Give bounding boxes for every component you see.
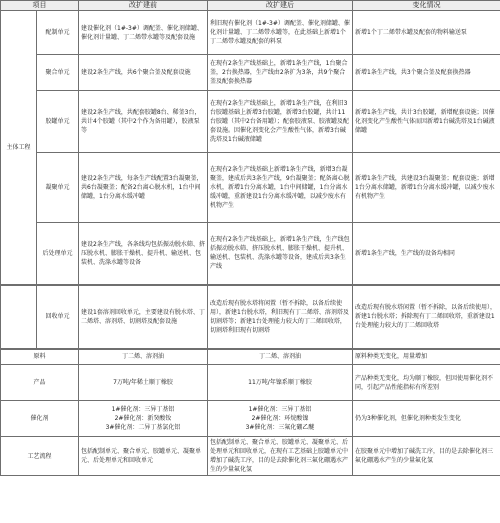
cell-after: 在现有2条生产线基础上，新增1条生产线，生产线包括振动脱水筛、挤压脱水机、膨胀干燥机、提升机、输送机、包装机、洗涤水罐等设备，建成后共3条生产线 — [208, 223, 353, 285]
cell-after: 包括配制单元、聚合单元、胶罐单元、凝聚单元、后处理单元和回收单元，在现有工艺基础上胶罐单元中增加了碱洗工序，目的是去除催化剂三氟化硼遇水产生的少量氟化氢 — [208, 437, 353, 476]
catalyst-after-line: 3#催化剂：三氟化硼乙醚 — [245, 424, 315, 431]
table-row — [1, 55, 500, 91]
table-row — [1, 11, 500, 55]
cell-change: 新增1条生产线，生产线的设备均相同 — [353, 223, 500, 285]
table-row — [1, 153, 500, 223]
catalyst-before-line: 2#催化剂：新癸酸钕 — [114, 415, 172, 422]
cell-change: 产品种类无变化，均为顺丁橡胶，但因使用催化剂不同，引起产品性能指标有所差别 — [353, 365, 500, 401]
row-label: 聚合单元 — [37, 55, 79, 91]
cell-before: 包括配制单元、聚合单元、胶罐单元、凝聚单元、后处理单元和回收单元 — [79, 437, 208, 476]
row-label: 胶罐单元 — [37, 91, 79, 153]
group-label-main: 主体工程 — [1, 11, 37, 285]
table-row — [1, 401, 500, 437]
table-row — [1, 223, 500, 285]
row-label: 回收单元 — [37, 285, 79, 349]
cell-before: 建设2条生产线，每条生产线配置3台凝聚釜，共6台凝聚釜；配备2台离心脱水机，1台中间储罐，1台分离水缓冲罐 — [79, 153, 208, 223]
cell-after: 在现有2条生产线基础上，新增1条生产线，在利旧3台胶罐基础上新增3台胶罐，新增3台胶罐，共计11台胶罐（其中2台备用罐）；配套胶液泵、胶液罐及配套设施。因催化剂变化会产生酸性气体，新增3台碱洗塔及1台碱液储罐 — [208, 91, 353, 153]
cell-before: 建设1套溶剂回收单元，主要建设有脱水塔、丁二烯塔、溶剂塔、切割塔及配套设施 — [79, 285, 208, 349]
row-label: 产品 — [1, 365, 79, 401]
header-after: 改扩建后 — [208, 1, 353, 11]
table-row — [1, 349, 500, 365]
cell-change: 新增1条生产线，共建设3台凝聚釜；配套设施；新增1台分离水储罐，新增1台分离水缓冲罐，以减少废水有机物产生 — [353, 153, 500, 223]
cell-change: 新增1个丁二烯带水罐及配套的物料输送泵 — [353, 11, 500, 55]
cell-after — [208, 401, 353, 437]
cell-change: 新增1条生产线，共3个聚合釜及配套换热器 — [353, 55, 500, 91]
cell-before: 丁二烯、溶剂油 — [79, 349, 208, 365]
row-label: 工艺流程 — [1, 437, 79, 476]
table-row — [1, 365, 500, 401]
table-row — [1, 91, 500, 153]
row-label: 催化剂 — [1, 401, 79, 437]
row-label: 后处理单元 — [37, 223, 79, 285]
row-label: 原料 — [1, 349, 79, 365]
cell-before: 建设催化剂（1#-3#）调配釜、催化剂储罐、催化剂计量罐、丁二烯带水罐等及配套设施 — [79, 11, 208, 55]
catalyst-after-line: 2#催化剂：环烷酸镍 — [251, 415, 309, 422]
row-label: 配制单元 — [37, 11, 79, 55]
cell-after: 利旧现有催化剂（1#-3#）调配釜、催化剂储罐、催化剂计量罐、丁二烯带水罐等，在此基础上新增1个丁二烯带水罐及配套的料泵 — [208, 11, 353, 55]
header-before: 改扩建前 — [79, 1, 208, 11]
header-item: 项目 — [1, 1, 79, 11]
cell-before — [79, 401, 208, 437]
cell-after: 在现有2条生产线基础上，新增1条生产线，1台聚合釜，2台换热器，生产线由2条扩为3条，共9个聚合釜及配套换热器 — [208, 55, 353, 91]
group-label-empty — [1, 285, 37, 349]
catalyst-after-line: 1#催化剂：三异丁基铝 — [248, 406, 312, 413]
cell-after: 在现有2条生产线基础上新增1条生产线，新增3台凝聚釜，建成后共3条生产线，9台凝聚釜；配备离心脱水机，新增1台分离水罐，1台中间储罐，1台分离水缓冲罐，重新建设1台分离水缓冲罐，以减少废水有机物产生 — [208, 153, 353, 223]
cell-before: 建设2条生产线，共6个聚合釜及配套设施 — [79, 55, 208, 91]
cell-after: 11万吨/年镍系顺丁橡胶 — [208, 365, 353, 401]
cell-before: 7万吨/年稀土顺丁橡胶 — [79, 365, 208, 401]
cell-change: 原料种类无变化，用量增加 — [353, 349, 500, 365]
table-header-row — [1, 1, 500, 11]
cell-before: 建设2条生产线，各条线均包括振动脱水筛、挤压脱水机、膨胀干燥机、提升机、输送机、包装机、洗涤水罐等设备 — [79, 223, 208, 285]
catalyst-before-line: 3#催化剂：二异丁基氯化铝 — [105, 424, 181, 431]
table-row — [1, 437, 500, 476]
cell-change: 仍为3种催化剂，但催化剂种类发生变化 — [353, 401, 500, 437]
cell-before: 建设2条生产线，共配套胶罐8台、稀釜3台，共计4个胶罐（其中2个作为备用罐），胶液泵等 — [79, 91, 208, 153]
table-row — [1, 285, 500, 349]
cell-after: 改造后现有脱水塔将闲置（暂不拆除，以备后续使用），新建1台脱水塔，利旧现有丁二烯塔、溶剂塔及切割塔等；新建1台处理能力较大的丁二烯回收塔，切割塔利旧现有切割塔 — [208, 285, 353, 349]
row-label: 凝聚单元 — [37, 153, 79, 223]
cell-change: 在胶聚单元中增加了碱洗工序，目的是去除催化剂三氟化硼遇水产生的少量氟化氢 — [353, 437, 500, 476]
cell-change: 新增1条生产线，共计3台胶罐，新增配套设施；因催化剂变化产生酸性气体而因新增1台碱洗塔及1台碱液储罐 — [353, 91, 500, 153]
header-change: 变化情况 — [353, 1, 500, 11]
catalyst-before-line: 1#催化剂：三异丁基铝 — [111, 406, 175, 413]
cell-change: 改造后现有脱水塔闲置（暂不拆除，以备后续使用），新建1台脱水塔；拆除现有丁二烯回收塔，重新建设1台处理能力较大的丁二烯回收塔 — [353, 285, 500, 349]
cell-after: 丁二烯、溶剂油 — [208, 349, 353, 365]
